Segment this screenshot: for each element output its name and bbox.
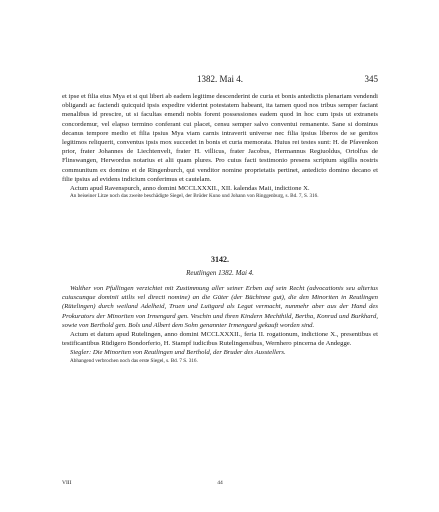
sigler-line: Siegler: Die Minoriten von Reutlingen und Berthold, der Bruder des Ausstellers. [70,349,286,357]
regest-paragraph: Walther von Pfullingen verzichtet mit Zustimmung aller seiner Erben auf sein Recht (advocationis seu alterius cuiuscunque dominii utilis vel directi nomine) an die Güter (der Büchinne gut), die den Minoriten in Reutlingen (Rütelingen) durch weiland Adelheid, Truen und Luitgard als Legat vermacht, nunmehr aber aus der Hand des Prokurators der Minoriten von Irmengard gen. Veschin und ihren Kindern Mechthild, Bertha, Konrad und Burkhard, sowie von Berthold gen. Bols und Albert dem Sohn genannter Irmengard gekauft worden sind. [62,285,378,329]
footer-signature-center: 44 [217,480,223,486]
seal-note-bottom: Abhangend verbrochen noch das erste Siegel, s. Bd. 7 S. 316. [70,357,198,364]
document-body [62,284,378,365]
running-head-date: 1382. Mai 4. [197,74,243,84]
page-number: 345 [364,74,378,84]
running-head [62,72,378,86]
footer-signature-left: VIII [62,480,72,486]
continuation-paragraph: et ipse et filia eius Mya et si qui liberi ab eadem legitime descenderint de curia et bonis antedictis plenariam vendendi obligandi ac faciendi quicquid ipsis expedire viderint potestatem habeant, ita tamen quod nos tribus semper faciant menalibus id prescire, ut si facultas emendi nobis forent possessiones eadem quod in hoc cum ipsis ut extraneis concordemur, vel elapso termino conferant cui placet, censu semper salvo conventui remanente. Sane si dominus decanus tempore medio et filia ipsius Mya viam carnis intraverit universe nec filia ipsius liberos de se genitos legitimos reliquerit, conventus ipsis mox succedet in bonis et curia memorata. Huius rei testes sunt: H. de Pfavenkon prior, frater Johannes de Liechtenvelt, frater H. villicus, frater Jacobus, Hermannus Regiuoldus, Ortolfus de Flinswangen, Herwordus notarius et alii quam plures. Pro cuius facti testimonio presens scriptum sigillis nostris communitum ex domino et de Ringenburch, qui venditor nomine proprietatis pertinet, antedicto domino decano et filie ipsius ad evidens indicium conferimus et cautelam. [62,93,378,183]
document-place-date: Reutlingen 1382. Mai 4. [186,269,254,277]
continuation-section [62,92,378,200]
page-footer [62,478,378,488]
actum-rutelingen: Actum et datum apud Rutelingen, anno domini MCCLXXXII., feria II. rogationum, indictione X., presentibus et testificantibus Rüdigero Bondorferio, H. Stampf iudicibus Rutelingensibus, Wernhero pincerna de Andegge. [62,331,378,348]
actum-ravenspurch: Actum apud Ravenspurch, anno domini MCCLXXXII., XII. kalendas Maii, indictione X. [70,185,310,193]
seal-note-top: An beiseiner Litze noch das zweite beschädigte Siegel, der Brüder Kuno und Johann von Ringgenburg, s. Bd. 7, S. 316. [70,193,319,200]
document-number: 3142. [211,255,229,264]
